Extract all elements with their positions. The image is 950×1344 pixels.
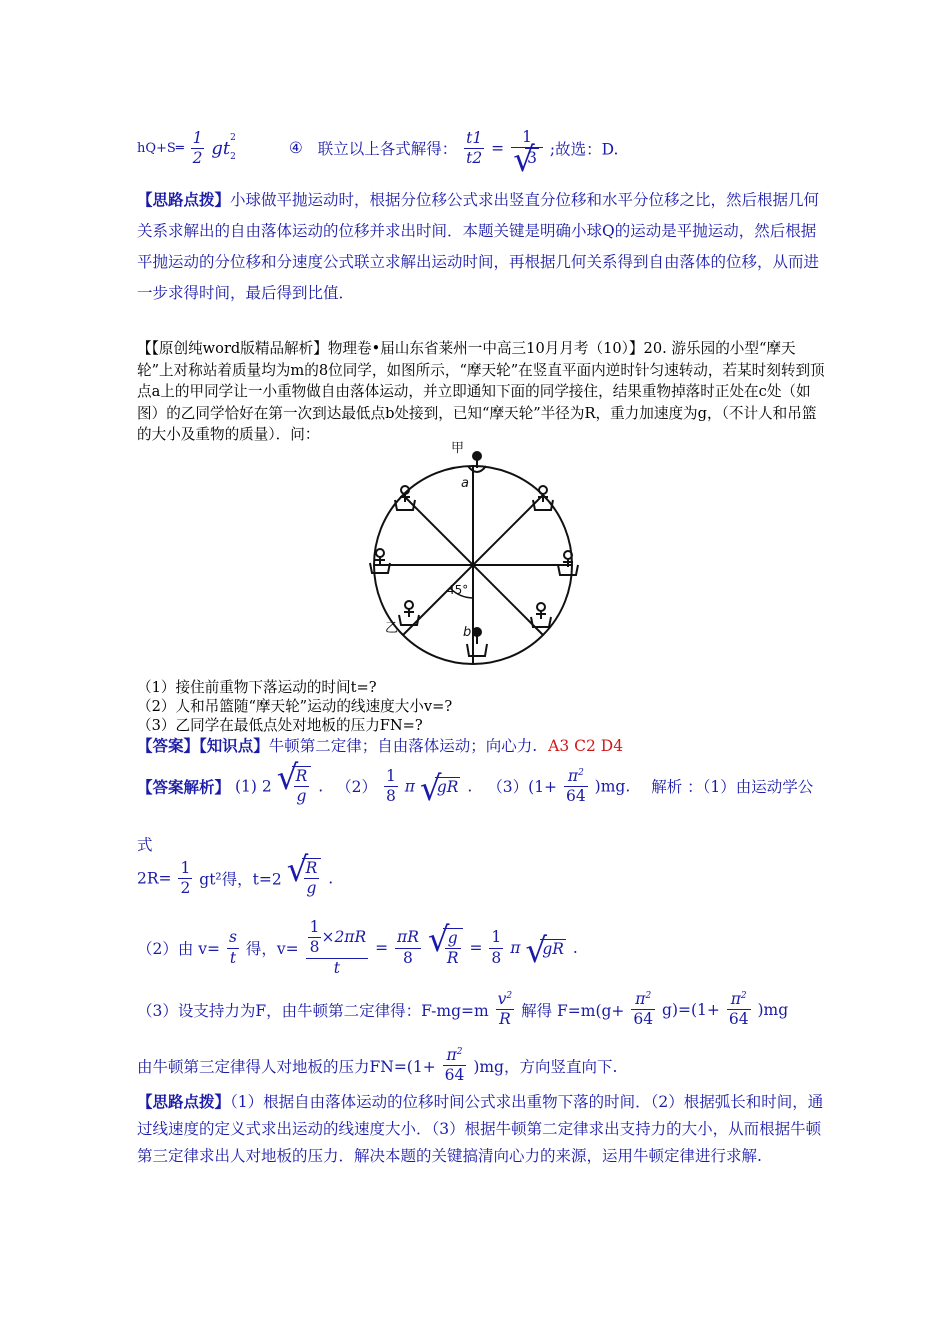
line4-mid: 解得 F=m(g+ xyxy=(521,1001,625,1020)
lhs: hQ+S═ xyxy=(137,140,184,156)
sqrt-gR-2: √ gR xyxy=(527,939,566,958)
dot-3: . xyxy=(328,869,334,888)
hint-2-text: （1）根据自由落体运动的位移时间公式求出重物下落的时间．（2）根据弧长和时间，通过线速度的定义式求出运动的线速度大小．（3）根据牛顿第二定律求出支持力的大小，从而根据牛顿第三定律求出人对地板的压力．解决本题的关键搞清向心力的来源，运用牛顿定律进行求解. xyxy=(137,1093,824,1165)
joint-text: 联立以上各式解得： xyxy=(317,140,458,159)
pi-sq-64-b: $\frac{\pi^2}{64}$ xyxy=(728,990,749,1029)
hint-2 xyxy=(137,1088,827,1170)
line5-end: )mg，方向竖直向下. xyxy=(473,1057,618,1076)
mg: )mg. xyxy=(594,777,631,796)
questions xyxy=(137,678,827,735)
de-v: 得，v= xyxy=(245,940,299,959)
sqrt: √ 3 xyxy=(515,148,539,168)
line2-mid: gt²得，t=2 xyxy=(199,870,282,889)
two-R: 2R= xyxy=(137,869,172,888)
one-over-sqrt3: 1 √ 3 xyxy=(511,128,543,169)
sub: 2 xyxy=(230,152,236,163)
problem-body: 【【原创纯word版精品解析】物理卷•届山东省莱州一中高三10月月考（10）】20. 游乐园的小型“摩天轮”上对称站着质量均为m的8位同学，如图所示，“摩天轮”在竖直平面内逆时针匀速转动，若某时刻转到顶点a上的甲同学让一小重物做自由落体运动，并立即通知下面的同学接住，结果重物掉落时正处在c处（如图）的乙同学恰好在第一次到达最低点b处接到，已知“摩天轮”半径为R，重力加速度为g，（不计人和吊篮的大小及重物的质量）．问： xyxy=(137,340,825,443)
knowledge-codes: A3 C2 D4 xyxy=(548,737,624,755)
v-eq: （2）由 v= xyxy=(137,940,221,959)
half: $\frac{1}{2}$ xyxy=(180,858,191,897)
answer-line xyxy=(137,734,623,756)
label-yi: 乙 xyxy=(385,621,399,636)
analysis-line-1 xyxy=(137,766,813,807)
answer-label: 【答案】【知识点】 xyxy=(137,736,269,755)
top-formula xyxy=(137,128,618,178)
knowledge: 牛顿第二定律；自由落体运动；向心力. xyxy=(268,737,538,755)
question-2: （2）人和吊篮随“摩天轮”运动的线速度大小v=? xyxy=(137,698,453,715)
pi-sq-64-c: $\frac{\pi^2}{64}$ xyxy=(444,1046,465,1085)
pi-sq-over-64: $\frac{\pi^2}{64}$ xyxy=(565,766,586,805)
pi-2: π xyxy=(510,939,521,958)
dot: . xyxy=(318,777,324,796)
eq-3: = xyxy=(469,939,483,958)
analysis-label: 【答案解析】 xyxy=(137,777,231,797)
half-fraction: $\frac{1}{2}$ xyxy=(192,128,203,167)
line4-end: )mg xyxy=(757,1000,789,1019)
hint-2-label: 【思路点拨】 xyxy=(137,1092,231,1111)
question-3: （3）乙同学在最低点处对地板的压力FN=? xyxy=(137,717,423,734)
circled-number: ④ xyxy=(288,139,303,158)
one-eighth-2: $\frac{1}{8}$ xyxy=(491,928,502,967)
piR-over-8: $\frac{\pi R}{8}$ xyxy=(397,928,419,967)
arc-over-t: $\frac{1}{8}$ ×2πR t xyxy=(306,918,369,978)
pi-sq-64-a: $\frac{\pi^2}{64}$ xyxy=(633,990,654,1029)
eq-2: = xyxy=(375,939,389,958)
question-1: （1）接住前重物下落运动的时间t=? xyxy=(137,679,377,696)
ferris-wheel-figure xyxy=(365,440,625,670)
sup: 2 xyxy=(230,133,236,144)
part2: （2） xyxy=(336,778,377,797)
angle-label: 45° xyxy=(447,583,469,597)
line5-text: 由牛顿第三定律得人对地板的压力FN=(1+ xyxy=(137,1057,436,1076)
hint-1-label: 【思路点拨】 xyxy=(137,190,231,209)
analysis-shi: 式 xyxy=(137,836,153,854)
dot-2: . xyxy=(467,777,473,796)
label-b: b xyxy=(463,625,472,640)
analysis-line-2 xyxy=(137,858,333,899)
analysis-line-5 xyxy=(137,1046,617,1086)
result: ;故选：D. xyxy=(549,140,619,159)
pi: π xyxy=(404,777,415,796)
line4-g: g)=(1+ xyxy=(662,1000,720,1019)
part1: (1) 2 xyxy=(234,777,272,796)
gt-term: gt xyxy=(211,137,231,159)
analysis-line-3 xyxy=(137,918,578,978)
s-over-t: $\frac{s}{t}$ xyxy=(228,928,237,967)
sqrt-g-over-R: √ $\frac{g}{R}$ xyxy=(430,928,463,969)
sqrt-r-over-g: √ $\frac{R}{g}$ xyxy=(279,766,312,807)
analysis-line-4 xyxy=(137,990,788,1030)
part3: （3）(1+ xyxy=(487,778,558,797)
problem-text xyxy=(137,338,827,446)
hint-1 xyxy=(137,184,827,309)
sqrt-gR: √ gR xyxy=(422,777,461,796)
dot-4: . xyxy=(572,939,578,958)
label-jia: 甲 xyxy=(451,441,465,456)
one-eighth: $\frac{1}{8}$ xyxy=(385,766,396,805)
jiexi: 解析 ：（1）由运动学公 xyxy=(651,778,814,797)
equals: = xyxy=(491,139,505,158)
v2-over-R: $\frac{v^2}{R}$ xyxy=(497,990,513,1029)
hint-1-text: 小球做平抛运动时，根据分位移公式求出竖直分位移和水平分位移之比，然后根据几何关系求解出的自由落体运动的位移并求出时间．本题关键是明确小球Q的运动是平抛运动，然后根据平抛运动的分位移和分速度公式联立求解出运动时间，再根据几何关系得到自由落体的位移，从而进一步求得时间，最后得到比值． xyxy=(137,191,820,302)
label-a: a xyxy=(461,476,469,491)
line4-text: （3）设支持力为F，由牛顿第二定律得：F-mg=m xyxy=(137,1001,489,1020)
t-ratio: $\frac{t1}{t2}$ xyxy=(466,128,483,167)
sqrt-r-over-g-2: √ $\frac{R}{g}$ xyxy=(289,858,322,899)
